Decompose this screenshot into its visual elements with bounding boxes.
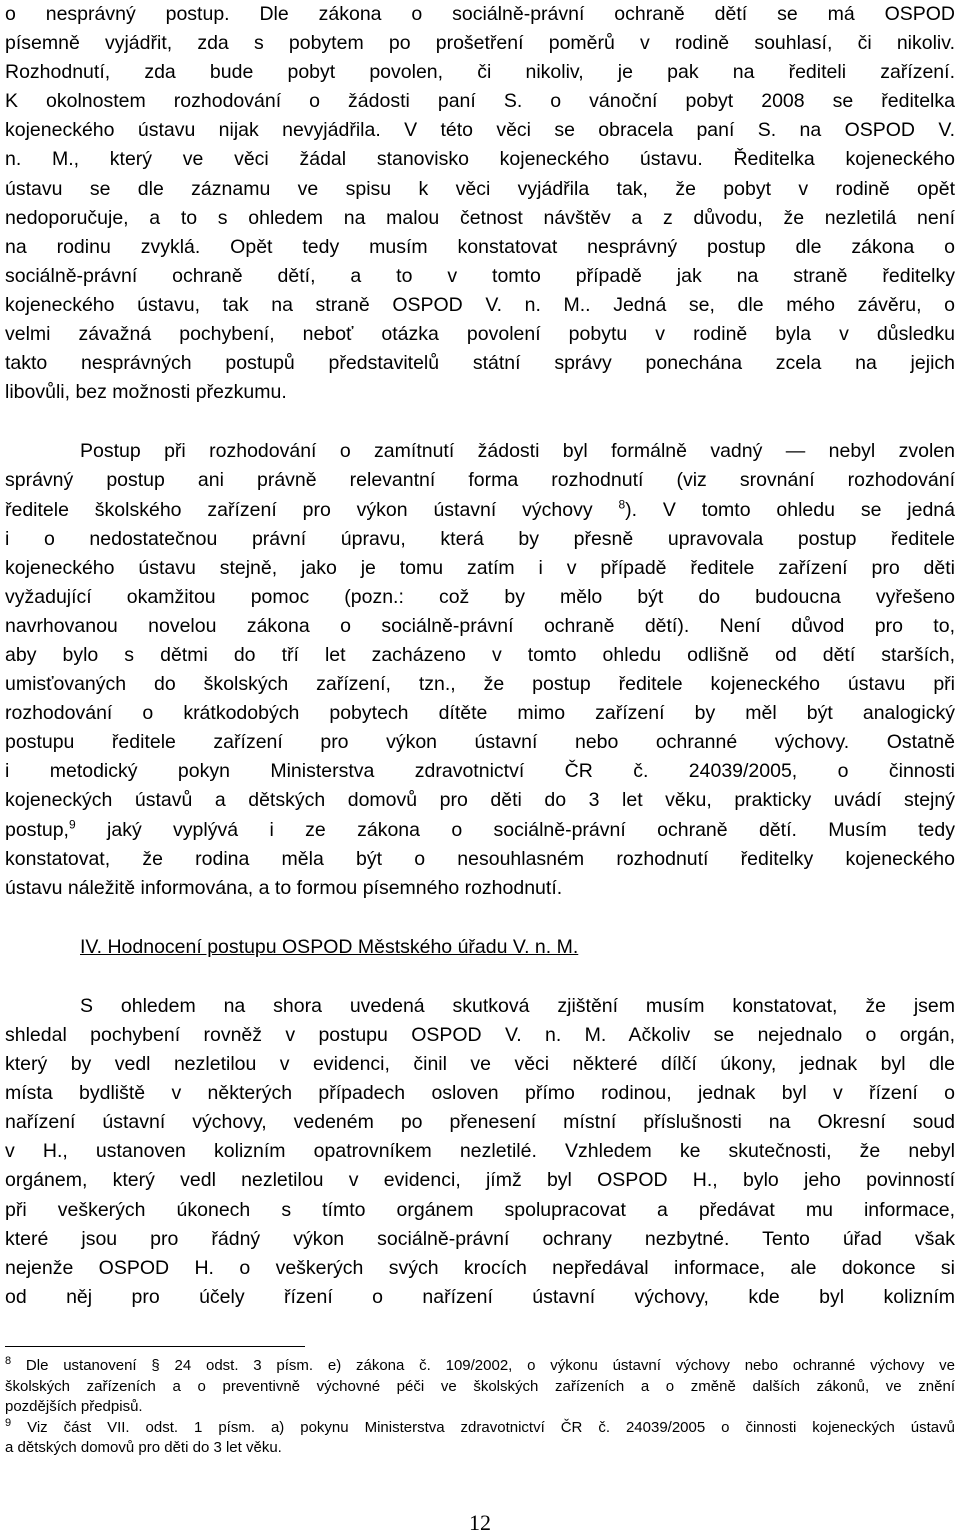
text-line: n. M., který ve věci žádal stanovisko kojeneckého ústavu. Ředitelka kojeneckého xyxy=(5,148,955,171)
footnote-number-8: 8 xyxy=(5,1356,12,1367)
text-segment: ). V tomto ohledu se jedná xyxy=(625,498,955,521)
text-line: v H., ustanoven kolizním opatrovníkem nezletilé. Vzhledem ke skutečnosti, že nebyl xyxy=(5,1140,955,1163)
text-line: S ohledem na shora uvedená skutková zjištění musím konstatovat, že jsem xyxy=(80,994,955,1017)
text-line: ústavu se dle záznamu ve spisu k věci vyjádřila tak, že pobyt v rodině opět xyxy=(5,177,955,200)
body-text xyxy=(5,0,955,1312)
text-line: konstatovat, že rodina měla být o nesouhlasném rozhodnutí ředitelky kojeneckého xyxy=(5,847,955,870)
footnote-text-line: pozdějších předpisů. xyxy=(5,1398,143,1415)
footnote-text: Viz část VII. odst. 1 písm. a) pokynu Ministerstva zdravotnictví ČR č. 24039/2005 o činnosti kojeneckých ústavů xyxy=(11,1418,955,1436)
text-line: i metodický pokyn Ministerstva zdravotnictví ČR č. 24039/2005, o činnosti xyxy=(5,760,955,783)
text-line xyxy=(5,496,955,525)
text-line xyxy=(5,816,955,845)
paragraph-3 xyxy=(5,992,955,1312)
footnote-number-9: 9 xyxy=(5,1417,12,1429)
text-line: Rozhodnutí, zda bude pobyt povolen, či nikoliv, je pak na řediteli zařízení. xyxy=(5,61,955,84)
text-line: umisťovaných do školských zařízení, tzn., že postup ředitele kojeneckého ústavu při xyxy=(5,673,955,696)
text-line: navrhovanou novelou zákona o sociálně-právní ochraně dětí). Není důvod pro to, xyxy=(5,614,955,637)
text-line: Postup při rozhodování o zamítnutí žádosti byl formálně vadný — nebyl zvolen xyxy=(80,440,955,463)
section-heading xyxy=(5,933,955,962)
text-segment: postup, xyxy=(5,818,69,841)
text-line: místa bydliště v některých případech osloven přímo rodinou, jednak byl v řízení o xyxy=(5,1082,955,1105)
text-line: orgánem, který vedl nezletilou v evidenci, jímž byl OSPOD H., bylo jeho povinností xyxy=(5,1169,955,1192)
text-line: písemně vyjádřit, zda s pobytem po prošetření poměrů v rodině souhlasí, či nikoliv. xyxy=(5,32,955,55)
text-line: rozhodování o krátkodobých pobytech dítěte mimo zařízení by měl být analogický xyxy=(5,702,955,725)
text-line: ústavu náležitě informována, a to formou písemného rozhodnutí. xyxy=(5,876,563,899)
text-line: shledal pochybení rovněž v postupu OSPOD V. n. M. Ačkoliv se nejednalo o orgán, xyxy=(5,1024,955,1046)
text-line: kojeneckého ústavu nijak nevyjádřila. V této věci se obracela paní S. na OSPOD V. xyxy=(5,119,955,142)
text-line: velmi závažná pochybení, neboť otázka povolení pobytu v rodině byla v důsledku xyxy=(5,323,955,346)
text-line: i o nedostatečnou právní úpravu, která by přesně upravovala postup ředitele xyxy=(5,527,955,550)
text-line: postupu ředitele zařízení pro výkon ústavní nebo ochranné výchovy. Ostatně xyxy=(5,731,955,754)
footnote-text-line: a dětských domovů pro děti do 3 let věku. xyxy=(5,1439,282,1456)
text-line: které jsou pro řádný výkon sociálně-právní ochrany nezbytné. Tento úřad však xyxy=(5,1227,955,1250)
paragraph-1 xyxy=(5,0,955,407)
text-segment: ředitele školského zařízení pro výkon ústavní výchovy xyxy=(5,498,593,521)
paragraph-2 xyxy=(5,437,955,903)
text-line: libovůli, bez možnosti přezkumu. xyxy=(5,381,287,404)
text-line: sociálně-právní ochraně dětí, a to v tomto případě jak na straně ředitelky xyxy=(5,264,955,287)
text-line: nedoporučuje, a to s ohledem na malou četnost návštěv a z důvodu, že nezletilá není xyxy=(5,206,955,229)
text-line: K okolnostem rozhodování o žádosti paní S. o vánoční pobyt 2008 se ředitelka xyxy=(5,90,955,113)
footnotes xyxy=(5,1356,955,1459)
footnote-text: Dle ustanovení § 24 odst. 3 písm. e) zákona č. 109/2002, o výkonu ústavní výchovy nebo ochranné výchovy ve xyxy=(11,1357,955,1374)
text-line: nařízení ústavní výchovy, vedeném po přenesení místní příslušnosti na Okresní soud xyxy=(5,1111,955,1134)
footnote-reference-9[interactable]: 9 xyxy=(68,817,76,832)
footnote-reference-8[interactable]: 8 xyxy=(618,497,626,511)
footnote-9 xyxy=(5,1418,955,1439)
text-line: kojeneckého ústavu stejně, jako je tomu zatím i v případě ředitele zařízení pro děti xyxy=(5,556,955,579)
text-line: správný postup ani právně relevantní forma rozhodnutí (viz srovnání rozhodování xyxy=(5,469,955,492)
text-line: kojeneckých ústavů a dětských domovů pro děti do 3 let věku, prakticky uvádí stejný xyxy=(5,789,955,812)
text-line: na rodinu zvyklá. Opět tedy musím konstatovat nesprávný postup dle zákona o xyxy=(5,235,955,258)
text-line: nejenže OSPOD H. o veškerých svých krocích nepředával informace, ale dokonce si xyxy=(5,1256,955,1279)
text-line: při veškerých úkonech s tímto orgánem spolupracovat a předávat mu informace, xyxy=(5,1198,955,1221)
section-heading-text: IV. Hodnocení postupu OSPOD Městského úřadu V. n. M. xyxy=(80,935,579,958)
text-line: aby bylo s dětmi do tří let zacházeno v tomto ohledu odlišně od dětí starších, xyxy=(5,643,955,666)
page-number: 12 xyxy=(469,1510,491,1535)
footnote-8 xyxy=(5,1356,955,1377)
text-line: od něj pro účely řízení o nařízení ústavní výchovy, kde byl kolizním xyxy=(5,1285,955,1308)
footnote-text-line: školských zařízeních a o preventivně výchovné péči ve školských zařízeních a o změně dalších zákonů, ve znění xyxy=(5,1377,955,1395)
text-line: který by vedl nezletilou v evidenci, činil ve věci některé dílčí úkony, jednak byl dle xyxy=(5,1053,955,1076)
text-line: takto nesprávných postupů představitelů státní správy ponechána zcela na jejich xyxy=(5,352,955,375)
text-line: kojeneckého ústavu, tak na straně OSPOD V. n. M.. Jedná se, dle mého závěru, o xyxy=(5,293,955,316)
text-line: vyžadující okamžitou pomoc (pozn.: což by mělo být do budoucna vyřešeno xyxy=(5,585,955,608)
text-line: o nesprávný postup. Dle zákona o sociálně-právní ochraně dětí se má OSPOD xyxy=(5,3,955,25)
text-segment: jaký vyplývá i ze zákona o sociálně-právní ochraně dětí. Musím tedy xyxy=(75,818,955,841)
footnote-separator xyxy=(5,1346,305,1347)
